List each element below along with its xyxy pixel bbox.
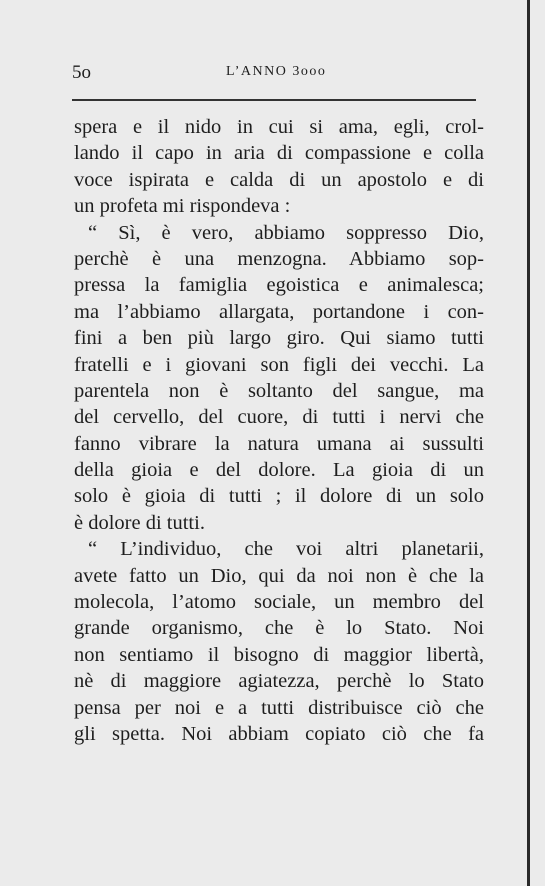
text-line: voce ispirata e calda di un apostolo e di (74, 168, 484, 191)
body-text (74, 114, 484, 747)
scan-gutter (545, 0, 556, 886)
text-line: “ L’individuo, che voi altri planetarii, (88, 538, 484, 561)
header-rule (72, 99, 476, 101)
text-line: non sentiamo il bisogno di maggior libertà, (74, 643, 484, 666)
text-line: ma l’abbiamo allargata, portandone i con- (74, 300, 484, 323)
text-line: del cervello, del cuore, di tutti i nervi che (74, 406, 484, 429)
text-line: un profeta mi rispondeva : (74, 195, 291, 218)
text-line: gli spetta. Noi abbiam copiato ciò che fa (74, 722, 484, 745)
text-line: fratelli e i giovani son figli dei vecchi. La (74, 353, 484, 376)
text-line: pensa per noi e a tutti distribuisce ciò che (74, 696, 484, 719)
text-line: grande organismo, che è lo Stato. Noi (74, 617, 484, 640)
text-line: “ Sì, è vero, abbiamo soppresso Dio, (88, 221, 484, 244)
text-line: nè di maggiore agiatezza, perchè lo Stato (74, 670, 484, 693)
text-line: spera e il nido in cui si ama, egli, crol- (74, 116, 484, 138)
text-line: fini a ben più largo giro. Qui siamo tutti (74, 327, 484, 350)
text-line: della gioia e del dolore. La gioia di un (74, 459, 484, 482)
text-line: molecola, l’atomo sociale, un membro del (74, 591, 484, 614)
running-title: L’ANNO 3ooo (226, 64, 327, 79)
text-line: perchè è una menzogna. Abbiamo sop- (74, 247, 484, 270)
text-line: è dolore di tutti. (74, 511, 205, 534)
page-number: 5o (72, 62, 91, 83)
text-line: pressa la famiglia egoistica e animalesca; (74, 274, 484, 297)
text-line: avete fatto un Dio, qui da noi non è che la (74, 564, 484, 587)
text-line: lando il capo in aria di compassione e colla (74, 142, 484, 165)
scan-edge-line (527, 0, 530, 886)
text-line: fanno vibrare la natura umana ai sussulti (74, 432, 484, 455)
running-head (0, 62, 545, 86)
text-line: parentela non è soltanto del sangue, ma (74, 379, 484, 402)
text-line: solo è gioia di tutti ; il dolore di un solo (74, 485, 484, 508)
